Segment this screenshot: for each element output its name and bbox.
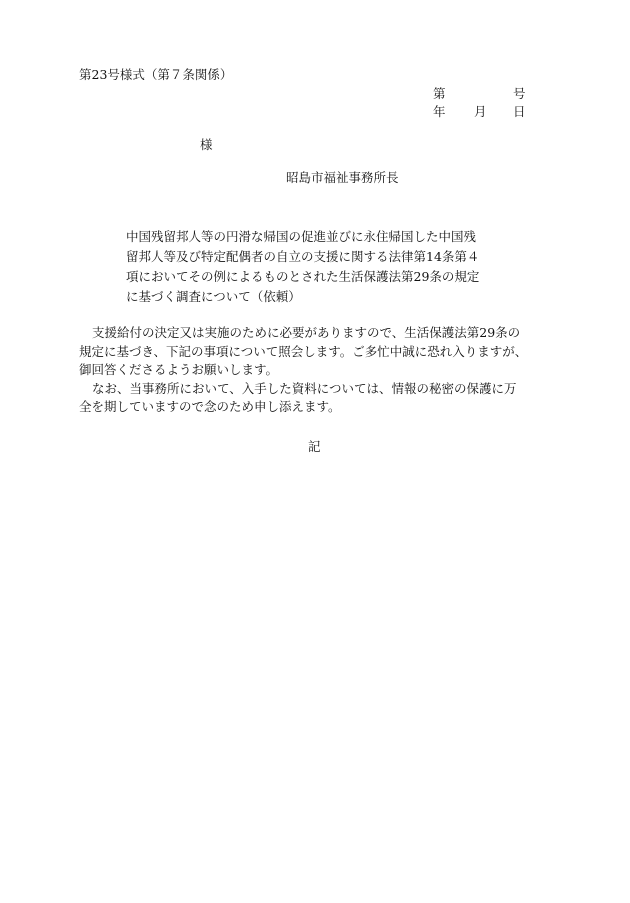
body-line: なお、当事務所において、入手した資料については、情報の秘密の保護に万 [92, 380, 517, 396]
date-day: 日 [513, 104, 526, 119]
body-line: 支援給付の決定又は実施のために必要がありますので、生活保護法第29条の [92, 325, 521, 340]
subject-block [126, 231, 506, 311]
body-paragraphs [79, 327, 559, 420]
date-month: 月 [474, 104, 487, 119]
form-number: 第23号様式（第７条関係） [79, 67, 233, 82]
body-line: 御回答くださるようお願いします。 [79, 362, 279, 377]
subject-line: 中国残留邦人等の円滑な帰国の促進並びに永住帰国した中国残 [126, 229, 477, 244]
document-number-prefix: 第 [433, 86, 446, 101]
document-number-suffix: 号 [513, 86, 526, 101]
date-year: 年 [433, 104, 446, 119]
subject-line: 項においてその例によるものとされた生活保護法第29条の規定 [126, 269, 480, 284]
sender-name: 昭島市福祉事務所長 [286, 170, 399, 185]
body-line: 規定に基づき、下記の事項について照会します。ご多忙中誠に恐れ入りますが、 [79, 343, 528, 359]
subject-line: 留邦人等及び特定配偶者の自立の支援に関する法律第14条第４ [126, 249, 480, 264]
body-line: 全を期していますので念のため申し添えます。 [79, 399, 341, 414]
ki-heading: 記 [308, 439, 321, 454]
subject-line: に基づく調査について（依頼） [126, 289, 301, 304]
addressee-honorific: 様 [200, 137, 213, 152]
